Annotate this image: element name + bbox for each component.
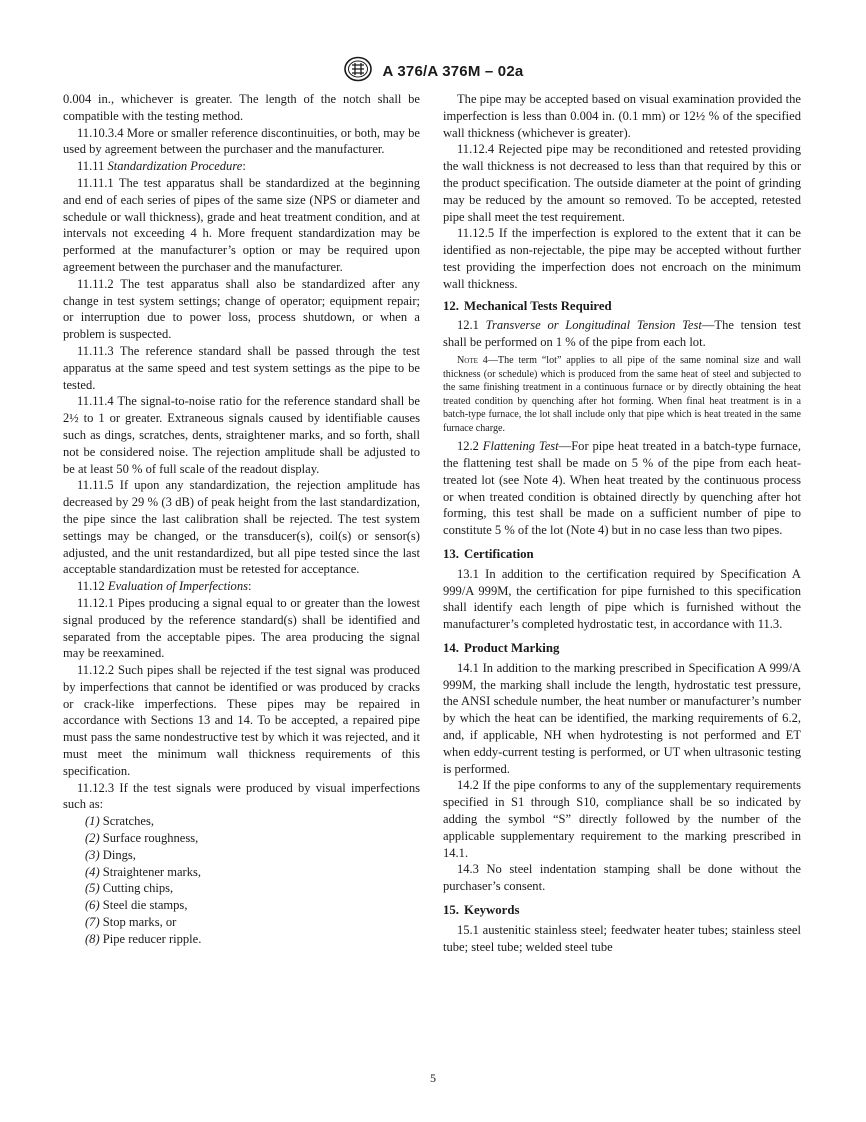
note: Note 4—The term “lot” applies to all pipe of the same nominal size and wall thickness (or schedule) which is produced from the same heat of steel and subjected to the same finishing treatment in a continuous furnace or by directly obtaining the heat treated condition by quenching after hot forming. When final heat treatment is in a batch-type furnace, the lot shall include only that pipe which is heat treated in the same furnace charge. <box>443 354 801 434</box>
paragraph: 11.11.3 The reference standard shall be passed through the test apparatus at the same speed and test system settings as the pipe to be tested. <box>63 343 420 392</box>
section-heading: 12. Mechanical Tests Required <box>443 298 612 313</box>
page-header <box>0 56 866 87</box>
list-item: (5) Cutting chips, <box>85 881 174 896</box>
subsection-heading: 11.12 Evaluation of Imperfections: <box>77 579 252 594</box>
list-item: (7) Stop marks, or <box>85 915 177 930</box>
subsection-title: Flattening Test <box>482 439 559 454</box>
section-number: 11.11 <box>77 159 105 174</box>
paragraph: 11.12.3 If the test signals were produced by visual imperfections such as: <box>63 780 420 812</box>
paragraph: 11.12.1 Pipes producing a signal equal to or greater than the lowest signal produced by the reference standard(s) shall be identified and separated from the acceptable pipes. The area producing the signal may be reexamined. <box>63 595 420 661</box>
paragraph: 11.11.2 The test apparatus shall also be standardized after any change in test system settings; change of operator; equipment repair; or interruption due to power loss, process shutdown, or when a problem is suspected. <box>63 276 420 342</box>
paragraph: 12.1 Transverse or Longitudinal Tension Test—The tension test shall be performed on 1 % of the pipe from each lot. <box>443 318 801 350</box>
paragraph: 15.1 austenitic stainless steel; feedwater heater tubes; stainless steel tube; steel tube; welded steel tube <box>443 922 801 954</box>
paragraph: 12.2 Flattening Test—For pipe heat treated in a batch-type furnace, the flattening test shall be made on 5 % of the pipe from each heat-treated lot (see Note 4). When heat treated by the continuous process or when treated condition is obtained directly by quenching after hot forming, this test shall be made on a sufficient number of pipe to constitute 5 % of the lot (Note 4) but in no case less than two pipes. <box>443 439 802 538</box>
list-item: (8) Pipe reducer ripple. <box>85 931 202 946</box>
section-heading: 13. Certification <box>443 547 534 562</box>
paragraph: 11.12.2 Such pipes shall be rejected if the test signal was produced by imperfections that cannot be identified or was produced by cracks or crack-like imperfections. These pipes may be repaired in accordance with Sections 13 and 14. To be accepted, a repaired pipe must pass the same nondestructive test by which it was rejected, and it must meet the minimum wall thickness requirements of this specification. <box>63 663 420 778</box>
subsection-heading: 11.11 Standardization Procedure: <box>77 159 246 174</box>
list-item: (1) Scratches, <box>85 814 154 829</box>
paragraph: 11.11.4 The signal-to-noise ratio for the reference standard shall be 2½ to 1 or greater. Extraneous signals caused by identifiable causes such as dings, scratches, dents, straightener marks, and so forth, shall not be considered noise. The rejection amplitude shall be adjusted to be at least 50 % of full scale of the readout display. <box>63 394 420 476</box>
section-number: 11.12 <box>77 579 105 594</box>
list-item: (3) Dings, <box>85 847 136 862</box>
paragraph: 14.3 No steel indentation stamping shall be done without the purchaser’s consent. <box>443 862 801 894</box>
list-item: (6) Steel die stamps, <box>85 898 188 913</box>
paragraph: 11.11.1 The test apparatus shall be standardized at the beginning and end of each series of pipes of the same size (NPS or diameter and schedule or wall thickness), grade and heat treatment condition, and at intervals not exceeding 4 h. More frequent standardization may be performed at the manufacturer’s option or may be required upon agreement between the purchaser and the manufacturer. <box>63 175 420 274</box>
right-column <box>443 91 801 955</box>
paragraph: 13.1 In addition to the certification required by Specification A 999/A 999M, the certification for pipe furnished to this specification shall identify each length of pipe which is furnished without the manufacturer’s completed hydrostatic test, in accordance with 11.3. <box>443 566 801 632</box>
paragraph: 14.1 In addition to the marking prescribed in Specification A 999/A 999M, the marking shall include the length, hydrostatic test pressure, the ANSI schedule number, the heat number or manufacturer’s number by which the heat can be identified, the marking requirements of 6.2, and, if applicable, NH when hydrotesting is not performed and ET when eddy-current testing is performed, or UT when ultrasonic testing is performed. <box>443 660 801 776</box>
paragraph: 11.11.5 If upon any standardization, the rejection amplitude has decreased by 29 % (3 dB) of peak height from the last standardization, the pipe since the last calibration shall be rejected. The test system settings may be changed, or the transducer(s), coil(s) or sensor(s) adjusted, and the unit restandardized, but all pipe tested since the last acceptable standardization must be retested for acceptance. <box>63 478 420 577</box>
section-heading: 14. Product Marking <box>443 641 560 655</box>
paragraph: 11.12.4 Rejected pipe may be reconditioned and retested providing the wall thickness is not decreased to less than that required by this or the product specification. The outside diameter at the point of grinding may be reduced by the amount so removed. To be accepted, retested pipe shall meet the test requirement. <box>443 142 801 224</box>
section-heading: 15. Keywords <box>443 902 520 917</box>
paragraph: 14.2 If the pipe conforms to any of the supplementary requirements specified in S1 through S10, compliance shall be so indicated by adding the symbol “S” directly followed by the number of the applicable supplementary requirement to the marking prescribed in 14.1. <box>443 778 801 860</box>
list-item: (4) Straightener marks, <box>85 864 202 879</box>
imperfection-list <box>63 813 420 947</box>
document-designation: A 376/A 376M – 02a <box>382 63 524 80</box>
list-item: (2) Surface roughness, <box>85 831 199 846</box>
left-column <box>63 91 420 948</box>
subsection-title: Evaluation of Imperfections <box>107 579 248 594</box>
paragraph: 11.10.3.4 More or smaller reference discontinuities, or both, may be used by agreement between the purchaser and the manufacturer. <box>63 125 420 157</box>
subsection-title: Standardization Procedure <box>107 159 243 174</box>
page-number: 5 <box>430 1071 436 1085</box>
paragraph: The pipe may be accepted based on visual examination provided the imperfection is less than 0.004 in. (0.1 mm) or 12½ % of the specified wall thickness (whichever is greater). <box>443 92 801 140</box>
note-label: Note 4 <box>457 354 488 366</box>
astm-logo-icon <box>343 56 373 87</box>
paragraph: 0.004 in., whichever is greater. The length of the notch shall be compatible with the testing method. <box>63 92 420 123</box>
paragraph: 11.12.5 If the imperfection is explored to the extent that it can be identified as non-rejectable, the pipe may be accepted without further test providing the imperfection does not encroach on the minimum wall thickness. <box>443 226 801 291</box>
subsection-title: Transverse or Longitudinal Tension Test <box>485 318 702 333</box>
